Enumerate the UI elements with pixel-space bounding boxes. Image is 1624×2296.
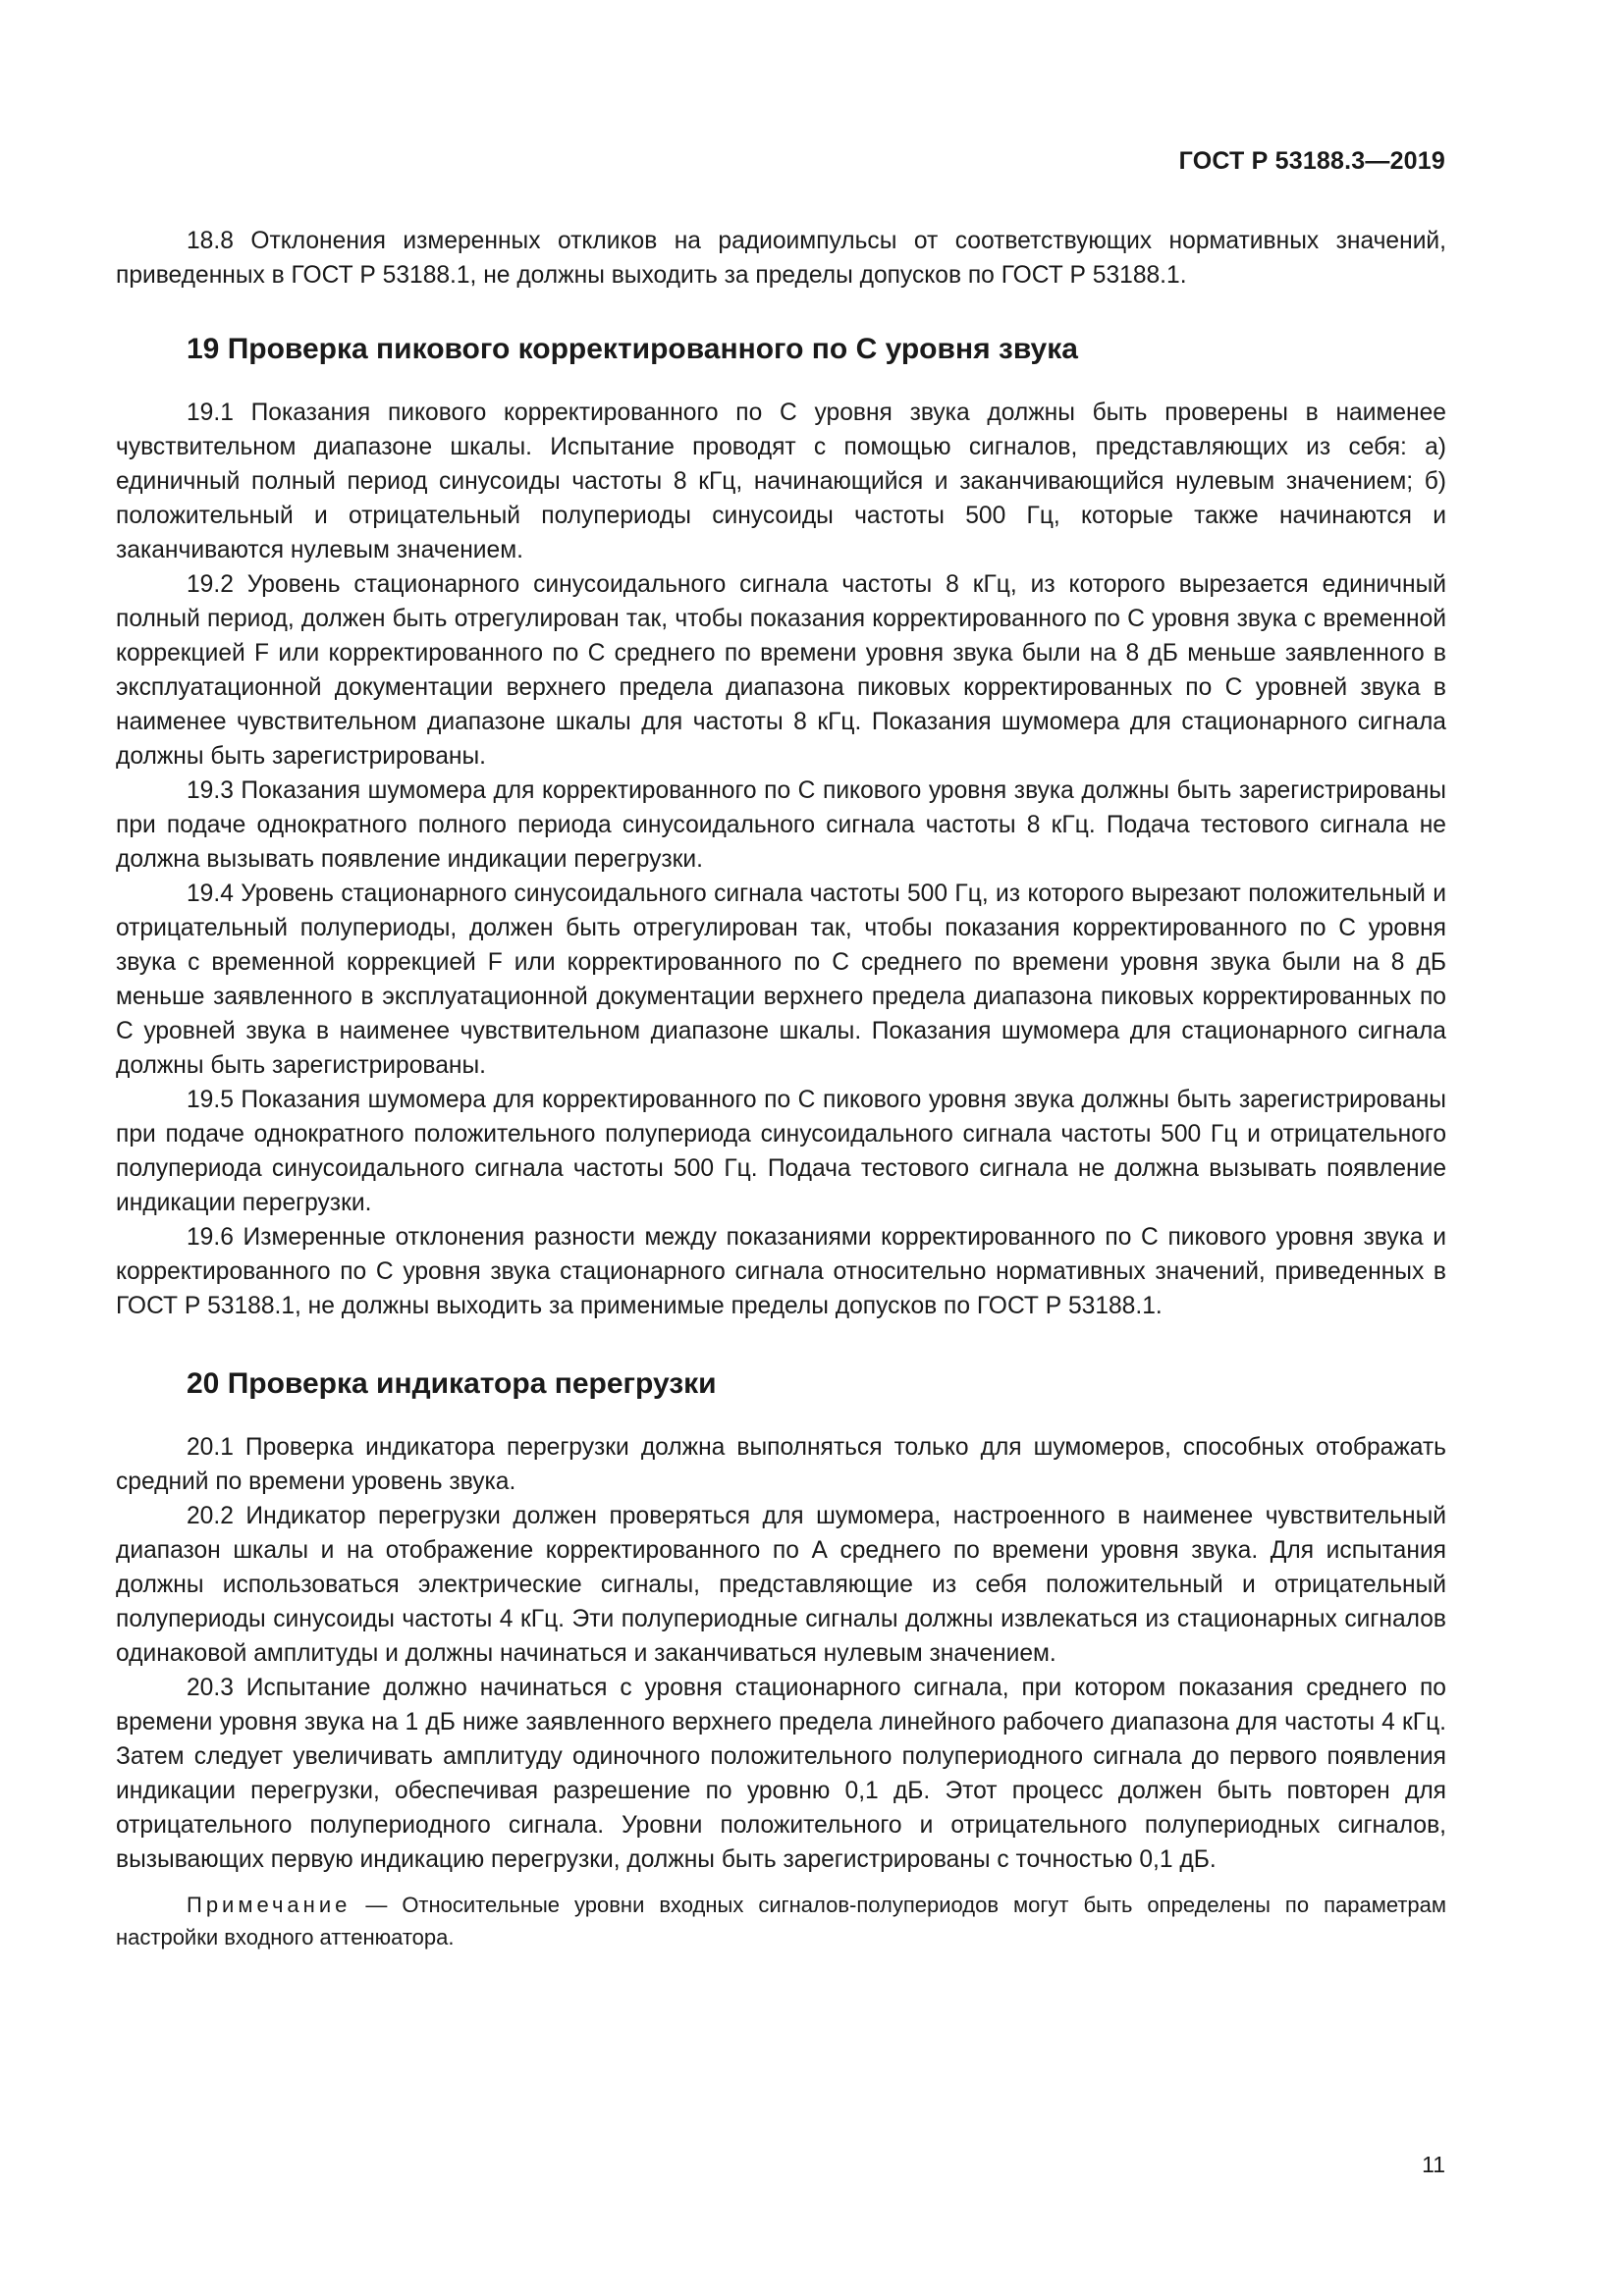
document-number: ГОСТ Р 53188.3—2019 [1178,147,1445,175]
note-text: — Относительные уровни входных сигналов-полупериодов могут быть определены по параметрам настройки входного аттенюатора. [116,1893,1446,1949]
note-label: Примечание [187,1893,352,1917]
paragraph-19-2: 19.2 Уровень стационарного синусоидального сигнала частоты 8 кГц, из которого вырезается единичный полный период, должен быть отрегулирован так, чтобы показания корректированного по С уровня звука с временной коррекцией F или корректированного по С среднего по времени уровня звука были на 8 дБ меньше заявленного в эксплуатационной документации верхнего предела диапазона пиковых корректированных по С уровней звука в наименее чувствительном диапазоне шкалы для частоты 8 кГц. Показания шумомера для стационарного сигнала должны быть зарегистрированы. [116,571,1446,770]
paragraph-19-3: 19.3 Показания шумомера для корректированного по С пикового уровня звука должны быть зарегистрированы при подаче однократного полного периода синусоидального сигнала частоты 8 кГц. Подача тестового сигнала не должна вызывать появление индикации перегрузки. [116,777,1446,873]
paragraph-19-6: 19.6 Измеренные отклонения разности между показаниями корректированного по С пикового уровня звука и корректированного по С уровня звука стационарного сигнала относительно нормативных значений, приведенных в ГОСТ Р 53188.1, не должны выходить за применимые пределы допусков по ГОСТ Р 53188.1. [116,1224,1446,1319]
paragraph-19-4: 19.4 Уровень стационарного синусоидального сигнала частоты 500 Гц, из которого вырезают положительный и отрицательный полупериоды, должен быть отрегулирован так, чтобы показания корректированного по С уровня звука с временной коррекцией F или корректированного по С среднего по времени уровня звука были на 8 дБ меньше заявленного в эксплуатационной документации верхнего предела диапазона пиковых корректированных по С уровней звука в наименее чувствительном диапазоне шкалы. Показания шумомера для стационарного сигнала должны быть зарегистрированы. [116,881,1446,1079]
paragraph-19-1: 19.1 Показания пикового корректированного по С уровня звука должны быть проверены в наименее чувствительном диапазоне шкалы. Испытание проводят с помощью сигналов, представляющих из себя: а) единичный полный период синусоиды частоты 8 кГц, начинающийся и заканчивающийся нулевым значением; б) положительный и отрицательный полупериоды синусоиды частоты 500 Гц, которые также начинаются и заканчиваются нулевым значением. [116,400,1446,563]
page-number: 11 [1422,2152,1445,2177]
paragraph-20-3: 20.3 Испытание должно начинаться с уровня стационарного сигнала, при котором показания среднего по времени уровня звука на 1 дБ ниже заявленного верхнего предела линейного рабочего диапазона для частоты 4 кГц. Затем следует увеличивать амплитуду одиночного положительного полупериодного сигнала до первого появления индикации перегрузки, обеспечивая разрешение по уровню 0,1 дБ. Этот процесс должен быть повторен для отрицательного полупериодного сигнала. Уровни положительного и отрицательного полупериодных сигналов, вызывающих первую индикацию перегрузки, должны быть зарегистрированы с точностью 0,1 дБ. [116,1675,1446,1873]
section-20-heading: 20 Проверка индикатора перегрузки [187,1367,717,1400]
paragraph-20-2: 20.2 Индикатор перегрузки должен проверяться для шумомера, настроенного в наименее чувствительный диапазон шкалы и на отображение корректированного по А среднего по времени уровня звука. Для испытания должны использоваться электрические сигналы, представляющие из себя положительный и отрицательный полупериоды синусоиды частоты 4 кГц. Эти полупериодные сигналы должны извлекаться из стационарных сигналов одинаковой амплитуды и должны начинаться и заканчиваться нулевым значением. [116,1503,1446,1667]
paragraph-18-8: 18.8 Отклонения измеренных откликов на радиоимпульсы от соответствующих нормативных значений, приведенных в ГОСТ Р 53188.1, не должны выходить за пределы допусков по ГОСТ Р 53188.1. [116,228,1446,289]
note [116,1889,1446,1953]
paragraph-20-1: 20.1 Проверка индикатора перегрузки должна выполняться только для шумомеров, способных отображать средний по времени уровень звука. [116,1434,1446,1495]
section-19-heading: 19 Проверка пикового корректированного по С уровня звука [187,333,1078,365]
page-content [116,224,1446,1953]
paragraph-19-5: 19.5 Показания шумомера для корректированного по С пикового уровня звука должны быть зарегистрированы при подаче однократного положительного полупериода синусоидального сигнала частоты 500 Гц и отрицательного полупериода синусоидального сигнала частоты 500 Гц. Подача тестового сигнала не должна вызывать появление индикации перегрузки. [116,1087,1446,1216]
